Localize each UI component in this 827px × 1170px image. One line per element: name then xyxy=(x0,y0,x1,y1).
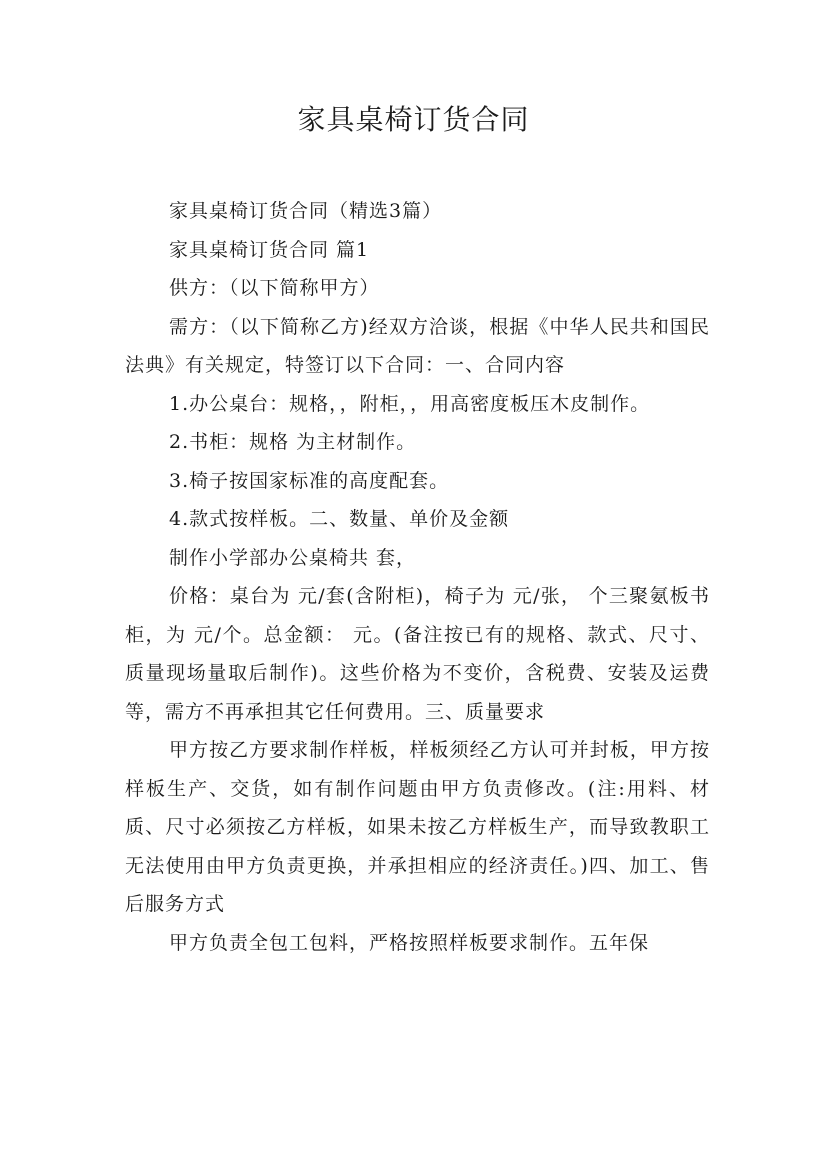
paragraph-item-3: 3.椅子按国家标准的高度配套。 xyxy=(169,469,450,492)
document-body xyxy=(125,192,710,962)
paragraph-quality: 甲方按乙方要求制作样板，样板须经乙方认可并封板，甲方按样板生产、交货，如有制作问题由甲方负责修改。(注:用料、材质、尺寸必须按乙方样板，如果未按乙方样板生产，而导致教职工无法使用由甲方负责更换，并承担相应的经济责任。)四、加工、售后服务方式 xyxy=(125,739,710,915)
paragraph-supplier: 供方：（以下简称甲方） xyxy=(169,277,380,299)
paragraph-quantity: 制作小学部办公桌椅共 套， xyxy=(169,546,417,569)
document-title: 家具桌椅订货合同 xyxy=(297,103,530,136)
paragraph-item-2: 2.书柜：规格 为主材制作。 xyxy=(169,431,417,453)
paragraph-item-1: 1.办公桌台：规格，，附柜，，用高密度板压木皮制作。 xyxy=(169,392,651,415)
paragraph-heading-collection: 家具桌椅订货合同（精选3篇） xyxy=(169,200,443,222)
paragraph-heading-part1: 家具桌椅订货合同 篇1 xyxy=(169,238,370,261)
paragraph-price: 价格：桌台为 元/套(含附柜)，椅子为 元/张， 个三聚氨板书柜，为 元/个。总金额： 元。(备注按已有的规格、款式、尺寸、质量现场量取后制作)。这些价格为不变价，含税费、安装及运费等，需方不再承担其它任何费用。三、质量要求 xyxy=(125,585,710,723)
paragraph-service: 甲方负责全包工包料，严格按照样板要求制作。五年保 xyxy=(169,931,650,954)
paragraph-buyer: 需方：（以下简称乙方)经双方洽谈，根据《中华人民共和国民法典》有关规定，特签订以下合同：一、合同内容 xyxy=(125,315,710,376)
paragraph-item-4: 4.款式按样板。二、数量、单价及金额 xyxy=(169,508,510,530)
